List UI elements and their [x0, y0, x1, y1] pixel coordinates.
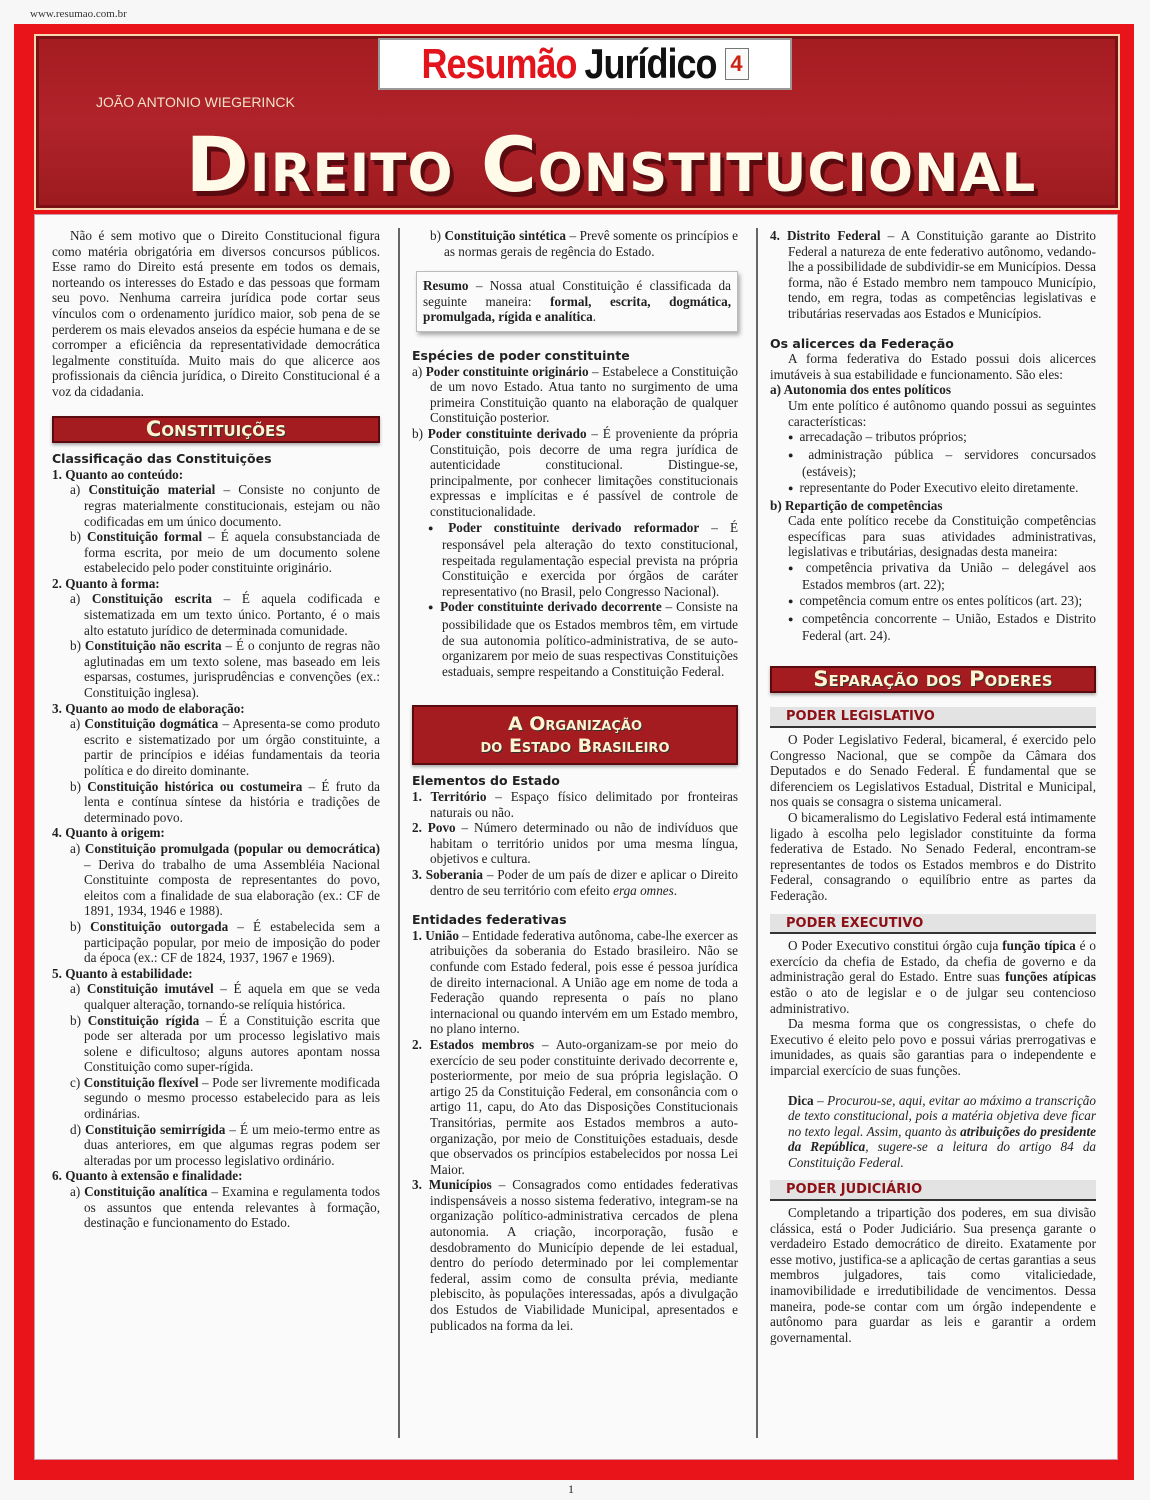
list-item: a) Poder constituinte originário – Estabelece a Constituição de um novo Estado. Atua tanto no surgimento de uma primeira Constituição quanto na elaboração de qualquer Constituição posterior. [412, 363, 739, 426]
list-item: a) Constituição promulgada (popular ou democrática) – Deriva do trabalho de uma Assembléia Nacional Constituinte composta de representantes do povo, eleitos com a finalidade de sua elaboração (ex.: CF de 1891, 1934, 1946 e 1988). [70, 840, 380, 919]
summary-label: Resumo [423, 278, 469, 294]
group-origem [52, 825, 380, 965]
list-item: b) Poder constituinte derivado – É proveniente da própria Constituição, pois decorre de uma regra jurídica de autenticidade constitucional. Distingue-se, principalmente, por conhecer limitações constitucionais expressas e implícitas e é passível de controle de constitucionalidade. [412, 425, 738, 519]
list-item: a) Constituição material – Consiste no conjunto de regras materialmente constitucionais, estejam ou não codificadas em um único documento. [70, 482, 381, 529]
heading-poder-legislativo: PODER LEGISLATIVO [770, 707, 1096, 728]
paragraph: Da mesma forma que os congressistas, o chefe do Executivo é eleito pelo povo e possui várias prerrogativas e imunidades, as quais são garantias para o independente e imparcial exercício de suas funções. [770, 1016, 1096, 1078]
list-item: a) Constituição dogmática – Apresenta-se como produto escrito e sistematizado por um órgão constituinte, a partir de princípios e idéias fundamentais da teoria política e do direito dominante. [70, 716, 380, 778]
subheading-elementos: Elementos do Estado [412, 773, 560, 789]
column-3 [770, 228, 1096, 1345]
group-heading: 1. Quanto ao conteúdo: [52, 466, 184, 482]
site-url[interactable]: www.resumao.com.br [30, 8, 127, 20]
bullet-item: ● competência privativa da União – delegável aos Estados membros (art. 22); [770, 560, 1096, 593]
list-item: b) Constituição não escrita – É o conjunto de regras não aglutinadas em um texto solene, mas baseado em leis esparsas, costumes, jurisprudências e convenções (ex.: Constituição inglesa). [70, 638, 380, 701]
subheading-entidades: Entidades federativas [412, 912, 567, 928]
subheading-classificacao: Classificação das Constituições [52, 451, 272, 467]
group-heading: 3. Quanto ao modo de elaboração: [52, 700, 245, 716]
group-forma [52, 576, 380, 701]
list-item: a) Constituição escrita – É aquela codificada e sistematizada em um texto único. Portanto, é o mais alto estatuto jurídico de determinada comunidade. [70, 591, 380, 638]
list-item: 3. Soberania – Poder de um país de dizer e aplicar o Direito dentro de seu território com efeito erga omnes. [412, 867, 738, 898]
brand-name-red: Resumão [421, 39, 577, 87]
bullet-item: ● representante do Poder Executivo eleito diretamente. [770, 480, 1096, 498]
volume-number: 4 [725, 48, 749, 80]
paragraph: A forma federativa do Estado possui dois alicerces imutáveis à sua estabilidade e funcionamento. São eles: [770, 351, 1096, 382]
summary-box: Resumo – Nossa atual Constituição é classificada da seguinte maneira: formal, escrita, dogmática, promulgada, rígida e analítica. [416, 271, 738, 332]
section-title-organizacao: A Organização do Estado Brasileiro [412, 705, 738, 765]
bullet-item: ● competência comum entre os entes políticos (art. 23); [770, 593, 1096, 611]
subheading-alicerces: Os alicerces da Federação [770, 335, 954, 351]
brand-name-black: Jurídico [584, 39, 717, 87]
list-item: b) Constituição formal – É aquela consubstanciada de forma escrita, por meio de um documento solene estabelecido pelo poder constituinte originário. [70, 529, 380, 576]
group-extensao [52, 1168, 380, 1230]
group-heading: 5. Quanto à estabilidade: [52, 965, 193, 981]
group-heading: 4. Quanto à origem: [52, 825, 165, 841]
subheading-especies: Espécies de poder constituinte [412, 347, 630, 363]
page-title: Direito Constitucional [185, 120, 1037, 209]
section-title-constituicoes: Constituições [52, 416, 380, 444]
tip-note: Dica – Procurou-se, aqui, evitar ao máximo a transcrição de texto constitucional, pois a matéria objetiva deve ficar no texto legal. Assim, quanto às atribuições do presidente da República, sugere-se a leitura do artigo 84 da Constituição Federal. [788, 1092, 1097, 1170]
list-item: 3. Municípios – Consagrados como entidades federativas indispensáveis a nosso sistema federativo, integram-se na organização político-administrativa cercados de plena autonomia. A criação, incorporação, fusão e desdobramento do Município depende de lei estadual, dentro do período determinado por lei complementar federal, assim como de consulta prévia, mediante plebiscito, às populações interessadas, após a divulgação dos Estudos de Viabilidade Municipal, apresentados e publicados na forma da lei. [412, 1177, 738, 1333]
bullet-item: ● administração pública – servidores concursados (estáveis); [770, 447, 1096, 480]
heading-poder-judiciario: PODER JUDICIÁRIO [770, 1180, 1096, 1201]
group-elaboracao [52, 701, 380, 826]
paragraph: O bicameralismo do Legislativo Federal está intimamente ligado à escolha pelo legislador constituinte da forma federativa de Estado. No Senado Federal, encontram-se representantes de todos os Estados membros e do Distrito Federal, consagrando o equilíbrio entre as partes da Federação. [770, 810, 1096, 903]
list-item: b) Constituição rígida – É a Constituição escrita que pode ser alterada por um processo legislativo mais solene e dificultoso; alguns autores apontam nossa Constituição como super-rígida. [70, 1012, 380, 1075]
section-title-separacao: Separação dos Poderes [770, 666, 1096, 694]
column-1 [52, 228, 380, 1231]
list-item: 1. União – Entidade federativa autônoma, cabe-lhe exercer as atribuições da soberania do Estado brasileiro. Não se confunde com Estado federal, pois esse é pessoa jurídica de direito internacional. A União age em nome de toda a Federação quando representa o país no plano internacional ou quando intervém em um Estado membro, no plano interno. [412, 927, 738, 1037]
intro-paragraph: Não é sem motivo que o Direito Constitucional figura como matéria obrigatória em diversos concursos públicos. Esse ramo do Direito está presente em todos os demais, norteando os interesses do Estado e das pessoas que formam seu povo. Nenhuma carreira jurídica pode cortar seus vínculos com o ordenamento jurídico maior, sob pena de se perderem os mais elevados anseios da espécie humana e de se corromper a eficiência da representatividade democrática legalmente constituída. Muito mais do que alicerce aos profissionais da ciência jurídica, o Direito Constitucional é a voz da cidadania. [52, 228, 380, 399]
list-item: 2. Estados membros – Auto-organizam-se por meio do exercício de seu poder constituinte derivado decorrente e, posteriormente, por meio de sua própria legislação. O artigo 25 da Constituição Federal, em consonância com o artigo 11, capu, do Ato das Disposições Constitucionais Transitórias, permite aos Estados membros a auto-organização, por meio de Constituições estaduais, desde que observados os princípios estabelecidos por nossa Lei Maior. [412, 1036, 738, 1177]
paragraph: O Poder Legislativo Federal, bicameral, é exercido pelo Congresso Nacional, que se compõe da Câmara dos Deputados e do Senado Federal. É fundamental que se diferenciem os Legislativos Estadual, Distrital e Municipal, nos quais se consagra o sistema unicameral. [770, 732, 1096, 810]
autonomia-block: a) Autonomia dos entes políticos Um ente político é autônomo quando possui as seguintes características: ● arrecadação – tributos próprios; ● administração pública – servidores concursados (estáveis); ● representante do Poder Executivo eleito diretamente. [770, 382, 1096, 497]
list-item: d) Constituição semirrígida – É um meio-termo entre as duas anteriores, em que algumas regras podem ser alteradas por um processo legislativo ordinário. [70, 1121, 380, 1168]
page-number: 1 [568, 1482, 574, 1496]
column-2 [412, 228, 738, 1333]
list-item: b) Constituição outorgada – É estabelecida sem a participação popular, por meio de imposição do poder da época (ex.: CF de 1824, 1937, 1967 e 1969). [70, 918, 380, 966]
list-item: a) Constituição imutável – É aquela em que se veda qualquer alteração, tornando-se relíquia histórica. [70, 981, 380, 1012]
bullet-item: ● arrecadação – tributos próprios; [770, 429, 1096, 447]
group-conteudo [52, 467, 380, 576]
brand-logo [378, 38, 792, 90]
column-divider [756, 228, 758, 1438]
column-divider [398, 228, 400, 1438]
list-item: 4. Distrito Federal – A Constituição garante ao Distrito Federal a natureza de ente federativo autônomo, vedando-lhe a possibilidade de subdividir-se em Municípios. Dessa forma, não é Estado membro nem tampouco Município, tendo, em regra, todas as competências legislativas e tributárias reservadas aos Estados e Municípios. [770, 228, 1097, 321]
list-item: c) Constituição flexível – Pode ser livremente modificada segundo o mesmo processo estabelecido para as leis ordinárias. [70, 1074, 380, 1122]
bullet-item: ● Poder constituinte derivado decorrente – Consiste na possibilidade que os Estados membros têm, em virtude de sua autonomia político-administrativa, de se auto-organizarem por meio de suas respectivas Constituições estaduais, sempre respeitando a Constituição Federal. [412, 599, 738, 679]
list-item: 2. Povo – Número determinado ou não de indivíduos que habitam o território unidos por uma mesma língua, objetivos e cultura. [412, 820, 738, 867]
list-item: a) Constituição analítica – Examina e regulamenta todos os assuntos que entenda relevantes à formação, destinação e funcionamento do Estado. [70, 1184, 380, 1231]
group-heading: 6. Quanto à extensão e finalidade: [52, 1168, 243, 1184]
list-item: b) Constituição histórica ou costumeira – É fruto da lenta e contínua síntese da história e tradições de determinado povo. [70, 778, 380, 825]
paragraph: Completando a tripartição dos poderes, em sua divisão clássica, está o Poder Judiciário. Sua presença garante o verdadeiro Estado democrático de direito. Exatamente por esse motivo, justifica-se a aplicação de certas garantias a seus membros julgadores, tais como vitaliciedade, inamovibilidade e irredutibilidade de vencimentos. Dessa maneira, pode-se contar com um órgão independente e autônomo para guardar as leis e garantir a ordem governamental. [770, 1205, 1096, 1345]
list-item: b) Constituição sintética – Prevê somente os princípios e as normas gerais de regência do Estado. [430, 228, 738, 259]
group-estabilidade [52, 966, 380, 1169]
author-name: JOÃO ANTONIO WIEGERINCK [96, 94, 295, 110]
heading-poder-executivo: PODER EXECUTIVO [770, 914, 1096, 935]
list-item: 1. Território – Espaço físico delimitado por fronteiras naturais ou não. [412, 789, 739, 820]
bullet-item: ● Poder constituinte derivado reformador – É responsável pela alteração do texto constitucional, respeitada regulamentação especial prevista na própria Constituição e exercida por órgãos de caráter representativo (no Brasil, pelo Congresso Nacional). [412, 520, 738, 600]
bullet-item: ● competência concorrente – União, Estados e Distrito Federal (art. 24). [770, 611, 1096, 644]
reparticao-block: b) Repartição de competências Cada ente político recebe da Constituição competências específicas para suas atividades administrativas, legislativas e tributárias, designadas desta maneira: ● competência privativa da União – delegável aos Estados membros (art. 22); ● competência comum entre os entes políticos (art. 23); ● competência concorrente – União, Estados e Distrito Federal (art. 24). [770, 498, 1096, 644]
paragraph: O Poder Executivo constitui órgão cuja função típica é o exercício da chefia de Estado, da chefia de governo e da administração geral do Estado. Entre suas funções atípicas estão o ato de legislar e o de julgar seu contencioso administrativo. [770, 938, 1096, 1016]
group-heading: 2. Quanto à forma: [52, 575, 160, 591]
